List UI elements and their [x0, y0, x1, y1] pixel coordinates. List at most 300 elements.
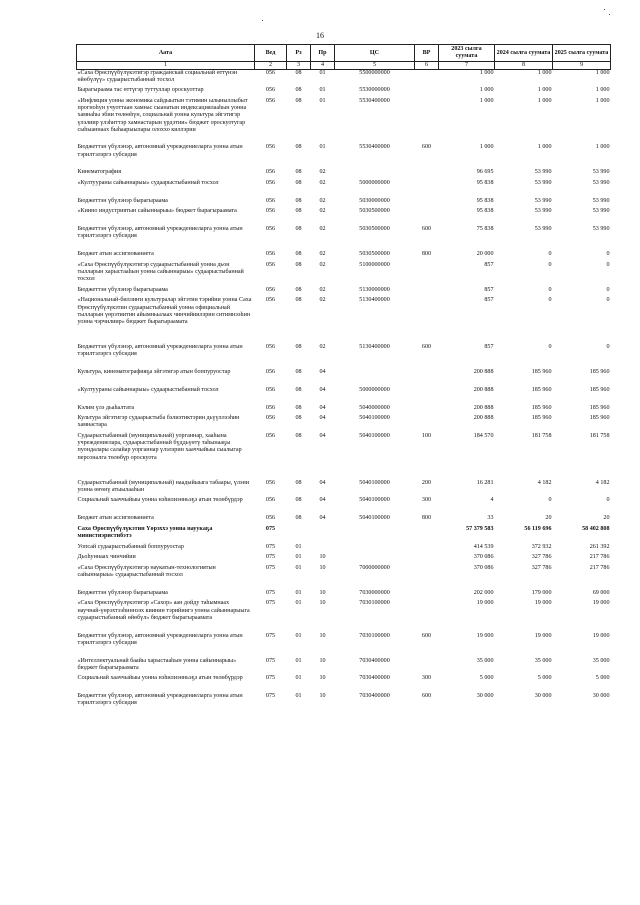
row-amount-2024: 185 960 [531, 415, 552, 422]
col-header-pr: Пр [311, 45, 335, 62]
row-ved: 056 [265, 386, 276, 393]
table-row [77, 169, 611, 180]
col-header-rz: Рз [287, 45, 311, 62]
row-pr: 10 [319, 589, 326, 596]
row-amount-2025: 1 000 [595, 97, 610, 104]
table-row [77, 658, 611, 676]
row-pr: 10 [319, 600, 326, 607]
row-pr: 02 [319, 344, 326, 351]
table-row [77, 226, 611, 251]
row-amount-2025: 181 758 [589, 433, 610, 440]
row-amount-2023: 202 000 [473, 589, 494, 596]
row-pr: 01 [319, 97, 326, 104]
row-amount-2023: 200 888 [473, 415, 494, 422]
col-header-cs: ЦС [335, 45, 415, 62]
row-amount-2025: 19 000 [592, 600, 610, 607]
row-amount-2025: 185 960 [589, 415, 610, 422]
row-rz: 01 [295, 554, 302, 561]
row-amount-2024: 179 000 [531, 589, 552, 596]
row-vr: 600 [421, 344, 432, 351]
row-rz: 01 [295, 564, 302, 571]
table-row [77, 262, 611, 287]
row-ved: 075 [265, 600, 276, 607]
row-amount-2023: 57 379 583 [466, 525, 494, 532]
table-row [77, 87, 611, 98]
row-ved: 075 [265, 657, 276, 664]
row-amount-2023: 1 000 [479, 70, 494, 76]
row-pr: 01 [319, 70, 326, 76]
row-cs: 5130000000 [359, 286, 390, 293]
row-name: «Саха Өрөспүүбүлүкэтигэр судаарыстыбаннай уонна дьон тылларын харыстааһын уонна сайыннарыы» судаарыстыбаннай тосхол [77, 261, 244, 283]
row-pr: 02 [319, 226, 326, 233]
row-ved: 056 [265, 180, 276, 187]
row-amount-2025: 185 960 [589, 404, 610, 411]
row-amount-2024: 19 000 [534, 632, 552, 639]
row-cs [335, 544, 415, 555]
row-amount-2025: 217 786 [589, 564, 610, 571]
col-index: 5 [335, 62, 415, 70]
row-amount-2023: 857 [484, 286, 494, 293]
row-pr: 02 [319, 197, 326, 204]
row-ved: 075 [265, 543, 276, 550]
row-rz: 08 [295, 344, 302, 351]
row-pr: 10 [319, 657, 326, 664]
row-amount-2023: 857 [484, 297, 494, 304]
row-rz: 08 [295, 169, 302, 176]
row-amount-2025: 69 000 [592, 589, 610, 596]
row-vr [415, 590, 439, 601]
row-amount-2024: 0 [548, 297, 552, 304]
row-rz: 08 [295, 369, 302, 376]
table-row [77, 675, 611, 693]
col-index: 2 [255, 62, 287, 70]
row-rz: 08 [295, 226, 302, 233]
row-rz: 01 [295, 657, 302, 664]
row-amount-2023: 33 [487, 515, 494, 522]
row-rz: 08 [295, 479, 302, 486]
row-amount-2023: 4 [490, 497, 494, 504]
row-pr: 02 [319, 251, 326, 258]
row-rz: 08 [295, 197, 302, 204]
row-name: Бюджет атын ассигнованиета [77, 251, 154, 258]
row-ved: 056 [265, 415, 276, 422]
row-vr: 200 [421, 479, 432, 486]
row-amount-2024: 327 786 [531, 564, 552, 571]
row-amount-2024: 0 [548, 261, 552, 268]
row-cs: 7030400000 [359, 693, 390, 700]
row-pr: 04 [319, 479, 326, 486]
row-amount-2023: 1 000 [479, 97, 494, 104]
row-name: «Интеллектуальнай баайы харыстааһын уонна сайыннарыы» бюджет бырагыраамата [77, 657, 237, 671]
row-name: Бюджет атын ассигнованиета [77, 515, 154, 522]
row-ved: 056 [265, 208, 276, 215]
row-amount-2024: 4 182 [537, 479, 552, 486]
row-amount-2024: 53 990 [534, 180, 552, 187]
table-row [77, 287, 611, 298]
table-row [77, 590, 611, 601]
row-cs: 7030400000 [359, 657, 390, 664]
row-rz: 08 [295, 497, 302, 504]
row-vr: 600 [421, 226, 432, 233]
row-cs: 5500000000 [359, 70, 390, 76]
row-amount-2023: 1 000 [479, 87, 494, 94]
row-cs [335, 169, 415, 180]
row-name: Саха Өрөспүүбүлүкэтин Үөрэххэ уонна науукаҕа министиэристибэтэ [77, 525, 213, 540]
row-name: «Киино индустриятын сайыннарыы» бюджет бырагыраамата [77, 208, 237, 215]
row-amount-2025: 0 [606, 344, 610, 351]
row-pr: 10 [319, 632, 326, 639]
budget-table [76, 44, 611, 718]
table-row [77, 144, 611, 169]
table-row [77, 515, 611, 526]
table-row [77, 180, 611, 198]
table-header-row [77, 45, 611, 62]
row-pr: 04 [319, 369, 326, 376]
row-amount-2024: 0 [548, 497, 552, 504]
row-amount-2023: 1 000 [479, 144, 494, 151]
row-amount-2023: 5 000 [479, 675, 494, 682]
col-header-2024: 2024 сылга суумата [495, 45, 553, 62]
row-pr: 01 [319, 144, 326, 151]
col-header-2023: 2023 сылга суумата [439, 45, 495, 62]
row-pr: 04 [319, 433, 326, 440]
row-ved: 075 [265, 589, 276, 596]
row-ved: 056 [265, 497, 276, 504]
row-cs: 5030500000 [359, 226, 390, 233]
row-amount-2024: 1 000 [537, 87, 552, 94]
table-row [77, 297, 611, 344]
col-index: 7 [439, 62, 495, 70]
row-amount-2024: 185 960 [531, 404, 552, 411]
row-rz: 01 [295, 600, 302, 607]
row-ved: 075 [265, 632, 276, 639]
row-vr: 300 [421, 497, 432, 504]
row-pr: 02 [319, 169, 326, 176]
row-vr [415, 554, 439, 565]
row-cs: 7000000000 [359, 564, 390, 571]
row-cs: 5040100000 [359, 515, 390, 522]
row-amount-2023: 19 000 [476, 632, 494, 639]
row-ved: 056 [265, 404, 276, 411]
row-amount-2024: 185 960 [531, 369, 552, 376]
row-pr: 10 [319, 675, 326, 682]
row-cs: 5040100000 [359, 479, 390, 486]
row-amount-2025: 30 000 [592, 693, 610, 700]
table-row [77, 369, 611, 387]
table-row [77, 387, 611, 405]
row-cs: 5530400000 [359, 97, 390, 104]
row-rz: 08 [295, 87, 302, 94]
row-cs: 5030500000 [359, 251, 390, 258]
row-name: Бюджеттэн үбүлэнэр, автономнай учреждениеларга уонна атын тэрилтэлэргэ субсидия [77, 632, 243, 646]
row-amount-2025: 1 000 [595, 87, 610, 94]
row-amount-2024: 53 990 [534, 169, 552, 176]
row-amount-2023: 30 000 [476, 693, 494, 700]
row-ved: 056 [265, 226, 276, 233]
row-vr [415, 169, 439, 180]
row-vr: 600 [421, 144, 432, 151]
row-vr [415, 387, 439, 405]
row-amount-2024: 0 [548, 251, 552, 258]
row-amount-2023: 96 695 [476, 169, 494, 176]
row-ved: 056 [265, 70, 276, 76]
col-index: 9 [553, 62, 611, 70]
row-ved: 075 [265, 693, 276, 700]
row-vr: 300 [421, 675, 432, 682]
row-amount-2023: 75 838 [476, 226, 494, 233]
row-amount-2023: 95 838 [476, 208, 494, 215]
row-name: Бюджеттэн үбүлэнэр бырагыраама [77, 589, 168, 596]
row-vr: 800 [421, 251, 432, 258]
row-pr: 04 [319, 515, 326, 522]
row-cs: 5040100000 [359, 415, 390, 422]
row-vr: 800 [421, 515, 432, 522]
row-cs: 5130400000 [359, 297, 390, 304]
row-amount-2025: 53 990 [592, 169, 610, 176]
row-name: «Саха Өрөспүүбүлүкэтигэр гражданскай социальнай өттүнэн өйөбүлүү» судаарыстыбаннай тосхол [77, 70, 238, 84]
row-name: Судаарыстыбаннай (муниципальнай) уорганнар, хааһына учреждениелара, судаарыстыбаннай бүддьүөтү таһынааҕы пуондалары салайар уорганнар үлэлэрин хааччыйыы сыалыгар персоналга төлөбүр ороскуота [77, 433, 242, 461]
row-amount-2024: 372 932 [531, 543, 552, 550]
row-vr [415, 70, 439, 88]
table-row [77, 693, 611, 718]
row-vr [415, 405, 439, 416]
row-name: Уопсай судаарыстыбаннай боппуруостар [77, 543, 184, 550]
row-amount-2024: 327 786 [531, 554, 552, 561]
row-cs: 5130400000 [359, 344, 390, 351]
row-ved: 056 [265, 286, 276, 293]
row-amount-2023: 19 000 [476, 600, 494, 607]
row-ved: 056 [265, 87, 276, 94]
col-index: 6 [415, 62, 439, 70]
row-name: «Култуураны сайыннарыы» судаарыстыбаннай тосхол [77, 386, 219, 393]
row-vr [415, 87, 439, 98]
col-header-vr: ВР [415, 45, 439, 62]
row-rz: 01 [295, 675, 302, 682]
row-amount-2024: 1 000 [537, 144, 552, 151]
row-amount-2023: 857 [484, 344, 494, 351]
row-ved: 075 [265, 675, 276, 682]
row-amount-2023: 95 838 [476, 180, 494, 187]
row-pr: 04 [319, 386, 326, 393]
row-pr: 10 [319, 564, 326, 571]
row-amount-2025: 53 990 [592, 180, 610, 187]
row-amount-2024: 1 000 [537, 70, 552, 76]
row-ved: 056 [265, 197, 276, 204]
row-rz: 01 [295, 632, 302, 639]
row-amount-2025: 19 000 [592, 632, 610, 639]
row-name: Дьоһуннаах чинчийии [77, 554, 136, 561]
col-index: 4 [311, 62, 335, 70]
row-pr: 02 [319, 297, 326, 304]
row-ved: 056 [265, 297, 276, 304]
row-rz: 08 [295, 433, 302, 440]
row-ved: 056 [265, 251, 276, 258]
row-amount-2025: 35 000 [592, 657, 610, 664]
row-vr [415, 198, 439, 209]
row-amount-2024: 35 000 [534, 657, 552, 664]
row-ved: 075 [265, 554, 276, 561]
row-amount-2025: 185 960 [589, 386, 610, 393]
row-cs: 7030100000 [359, 600, 390, 607]
row-vr [415, 208, 439, 226]
row-rz: 08 [295, 70, 302, 76]
table-row [77, 415, 611, 433]
row-cs: 7030100000 [359, 632, 390, 639]
row-rz: 08 [295, 386, 302, 393]
row-name: Социальнай хааччыйыы уонна нэһилиэнньэҕэ атын төлөбүрдэр [77, 497, 243, 504]
row-ved: 056 [265, 169, 276, 176]
row-cs: 7030000000 [359, 589, 390, 596]
row-vr [415, 526, 439, 544]
row-name: «Саха Өрөспүүбүлүкэтигэр «Сахор» аан дойду таһымнаах научнай-үөрэхтээһиннээх киинин тэрийиигэ уонна сайыннарыыга судаарыстыбаннай өйөбүл» бюджет бырагыраамата [77, 600, 250, 621]
col-header-name: Аата [77, 45, 255, 62]
table-row [77, 208, 611, 226]
row-amount-2025: 261 392 [589, 543, 610, 550]
row-amount-2024: 19 000 [534, 600, 552, 607]
row-name: Бюджеттэн үбүлэнэр, автономнай учреждениеларга уонна атын тэрилтэлэргэ субсидия [77, 226, 243, 240]
table-row [77, 198, 611, 209]
row-amount-2025: 53 990 [592, 197, 610, 204]
row-amount-2025: 53 990 [592, 208, 610, 215]
row-rz: 08 [295, 415, 302, 422]
row-pr: 10 [319, 693, 326, 700]
row-name: Культура, кинематографияҕа эйгэтигэр атын боппуруостар [77, 369, 231, 376]
row-rz: 08 [295, 261, 302, 268]
row-vr [415, 658, 439, 676]
row-amount-2024: 185 960 [531, 386, 552, 393]
row-pr: 04 [319, 415, 326, 422]
row-rz: 01 [295, 589, 302, 596]
row-name: Кинематография [77, 169, 122, 176]
row-name: «Инфляция уонна экономика сайдыытын тэтимин ылыныллыбыт прогноһун учуоттаан хамнас сыанатын индексациялааһын уонна хамнаһы эбии төлөөһүн, социальнай уонна культура эйгэтигэр үлэлиир үлэһиттэр хамнастарын үрдэтии» бюджет ороскуотугар сыһыаннаах быһаарыылары олоххо киллэрии [77, 97, 248, 133]
row-name: Судаарыстыбаннай (муниципальнай) наадыйыыга табаары, үлэни уонна өҥөнү атыылааһын [77, 479, 250, 493]
row-name: Бюджеттэн үбүлэнэр, автономнай учреждениеларга уонна атын тэрилтэлэргэ субсидия [77, 144, 243, 158]
row-amount-2023: 857 [484, 261, 494, 268]
row-ved: 056 [265, 479, 276, 486]
row-amount-2024: 5 000 [537, 675, 552, 682]
row-pr: 04 [319, 404, 326, 411]
row-rz: 08 [295, 144, 302, 151]
row-ved: 075 [265, 564, 276, 571]
row-pr: 02 [319, 261, 326, 268]
table-row [77, 497, 611, 515]
row-rz: 08 [295, 286, 302, 293]
row-pr: 10 [319, 554, 326, 561]
row-amount-2025: 0 [606, 251, 610, 258]
row-name: «Саха Өрөспүүбүлүкэтигэр наукатын-технологиятын сайыннарыы» судаарыстыбаннай тосхол [77, 564, 216, 578]
row-ved: 056 [265, 261, 276, 268]
page-number: 16 [316, 31, 324, 40]
scan-speck [262, 20, 263, 21]
row-vr [415, 262, 439, 287]
row-name: Бюджеттэн үбүлэнэр бырагыраама [77, 286, 168, 293]
row-vr [415, 544, 439, 555]
row-amount-2024: 56 119 696 [524, 525, 552, 532]
row-amount-2023: 35 000 [476, 657, 494, 664]
row-name: Бюджеттэн үбүлэнэр бырагыраама [77, 197, 168, 204]
row-ved: 056 [265, 144, 276, 151]
row-pr: 02 [319, 208, 326, 215]
row-amount-2023: 200 888 [473, 369, 494, 376]
row-amount-2024: 0 [548, 344, 552, 351]
row-ved: 056 [265, 97, 276, 104]
row-amount-2024: 1 000 [537, 97, 552, 104]
row-ved: 056 [265, 369, 276, 376]
row-cs: 5030500000 [359, 208, 390, 215]
table-row [77, 251, 611, 262]
row-amount-2025: 53 990 [592, 226, 610, 233]
row-cs: 5040100000 [359, 433, 390, 440]
row-amount-2024: 30 000 [534, 693, 552, 700]
row-vr [415, 600, 439, 632]
table-row [77, 633, 611, 658]
row-amount-2025: 4 182 [595, 479, 610, 486]
row-amount-2024: 53 990 [534, 226, 552, 233]
row-rz: 01 [295, 693, 302, 700]
table-row [77, 433, 611, 480]
row-cs: 5040000000 [359, 404, 390, 411]
table-row [77, 544, 611, 555]
table-row [77, 70, 611, 88]
col-header-ved: Вед [255, 45, 287, 62]
table-row [77, 600, 611, 632]
row-rz: 08 [295, 404, 302, 411]
row-amount-2023: 370 086 [473, 564, 494, 571]
scan-speck [604, 9, 605, 10]
row-amount-2024: 20 [545, 515, 552, 522]
table-row [77, 526, 611, 544]
row-cs: 5100000000 [359, 261, 390, 268]
row-cs: 5530400000 [359, 144, 390, 151]
row-ved: 056 [265, 433, 276, 440]
table-row [77, 565, 611, 590]
row-rz: 08 [295, 97, 302, 104]
scan-speck [609, 14, 610, 15]
row-name: Бырагыраама тас өттүгэр туттуллар ороскуоттар [77, 87, 204, 94]
row-amount-2023: 16 281 [476, 479, 494, 486]
row-cs: 5530000000 [359, 87, 390, 94]
row-amount-2025: 0 [606, 261, 610, 268]
row-amount-2024: 53 990 [534, 208, 552, 215]
row-pr: 02 [319, 286, 326, 293]
row-cs: 5030000000 [359, 197, 390, 204]
row-name: Культура эйгэтигэр судаарыстыба бэлиэтиктэрин дьүүллээһин хамнастара [77, 415, 240, 429]
row-name: Бюджеттэн үбүлэнэр, автономнай учреждениеларга уонна атын тэрилтэлэргэ субсидия [77, 693, 243, 707]
row-amount-2023: 200 888 [473, 404, 494, 411]
row-amount-2023: 20 000 [476, 251, 494, 258]
row-amount-2024: 181 758 [531, 433, 552, 440]
row-cs [335, 369, 415, 387]
row-rz [287, 526, 311, 544]
row-amount-2024: 0 [548, 286, 552, 293]
row-rz: 08 [295, 251, 302, 258]
row-vr [415, 415, 439, 433]
row-amount-2025: 0 [606, 297, 610, 304]
row-ved: 075 [265, 525, 276, 532]
row-rz: 08 [295, 180, 302, 187]
row-rz: 08 [295, 515, 302, 522]
row-pr: 01 [319, 87, 326, 94]
col-index: 3 [287, 62, 311, 70]
table-row [77, 405, 611, 416]
row-cs: 7030400000 [359, 675, 390, 682]
row-rz: 01 [295, 543, 302, 550]
row-vr [415, 369, 439, 387]
row-pr [311, 544, 335, 555]
row-amount-2025: 185 960 [589, 369, 610, 376]
row-vr [415, 565, 439, 590]
row-name: Бюджеттэн үбүлэнэр, автономнай учреждениеларга уонна атын тэрилтэлэргэ субсидия [77, 344, 243, 358]
